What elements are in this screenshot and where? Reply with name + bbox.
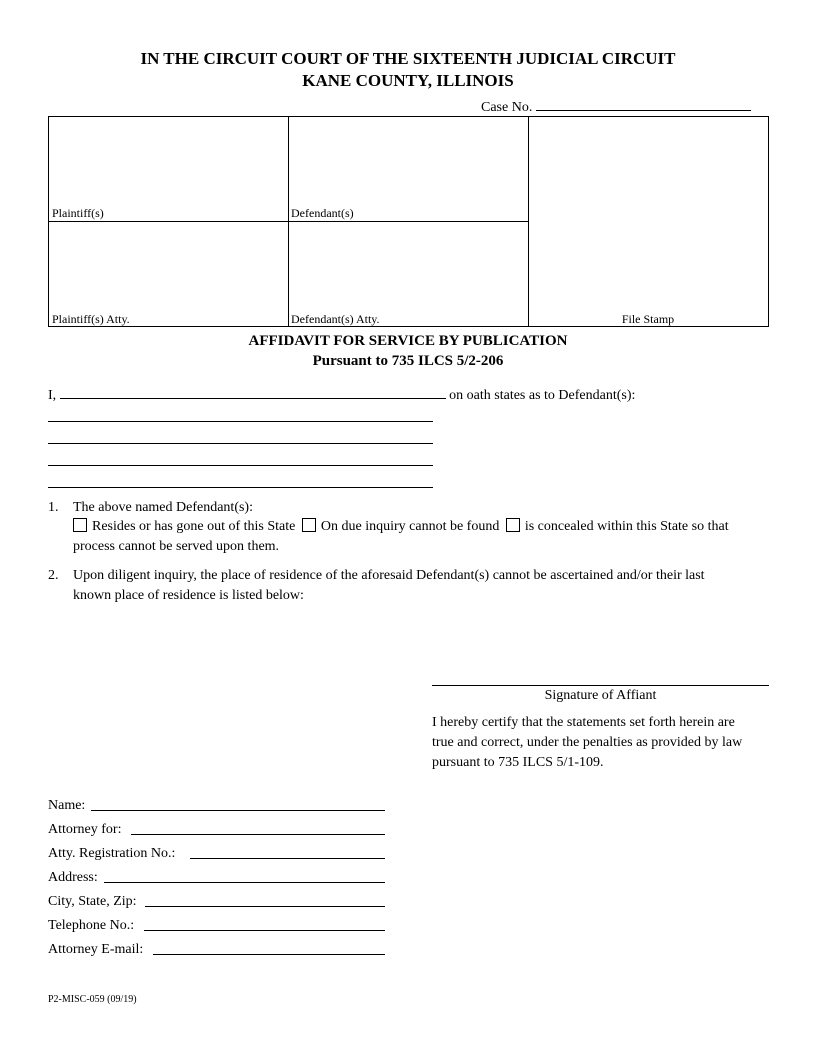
county-heading: KANE COUNTY, ILLINOIS [302,71,514,90]
address-field[interactable] [104,882,385,883]
cannot-be-found-label: On due inquiry cannot be found [320,519,500,534]
out-of-state-label: Resides or has gone out of this State [92,519,296,534]
plaintiff-cell[interactable] [48,116,289,222]
plaintiff-label: Plaintiff(s) [52,206,104,220]
form-title: AFFIDAVIT FOR SERVICE BY PUBLICATION [248,333,568,349]
defendant-name-line-4[interactable] [48,487,433,488]
defendant-name-line-2[interactable] [48,443,433,444]
attorney-for-field[interactable] [131,834,385,835]
telephone-label: Telephone No.: [48,918,135,933]
case-number-row [481,96,751,117]
city-state-zip-field[interactable] [145,906,385,907]
item-2-line-2: known place of residence is listed below: [73,588,304,603]
item-1-number: 1. [48,500,59,515]
atty-name-field[interactable] [91,810,385,811]
concealed-checkbox[interactable] [506,518,520,532]
attorney-for-label: Attorney for: [48,822,122,837]
telephone-field[interactable] [144,930,385,931]
case-number-label: Case No. [481,100,533,115]
certify-line-2: true and correct, under the penalties as provided by law [432,735,743,750]
email-field[interactable] [153,954,385,955]
item-2-line-1: Upon diligent inquiry, the place of residence of the aforesaid Defendant(s) cannot be ascertained and/or their last [73,568,705,583]
registration-field[interactable] [190,858,385,859]
form-subtitle: Pursuant to 735 ILCS 5/2-206 [312,353,504,369]
oath-row [48,384,635,405]
certify-line-1: I hereby certify that the statements set forth herein are [432,715,735,730]
plaintiff-atty-cell[interactable] [48,221,289,327]
item-2-number: 2. [48,568,59,583]
court-heading: IN THE CIRCUIT COURT OF THE SIXTEENTH JUDICIAL CIRCUIT [140,49,676,68]
atty-name-label: Name: [48,798,86,813]
caption-box [48,116,769,327]
defendant-label: Defendant(s) [291,206,354,220]
email-label: Attorney E-mail: [48,942,144,957]
case-number-field[interactable] [536,96,751,111]
defendant-atty-label: Defendant(s) Atty. [291,312,380,326]
oath-prefix: I, [48,388,57,403]
out-of-state-checkbox[interactable] [73,518,87,532]
signature-label: Signature of Affiant [544,688,657,703]
item-1-continuation: process cannot be served upon them. [73,539,280,554]
concealed-label: is concealed within this State so that [524,519,729,534]
defendant-name-line-1[interactable] [48,421,433,422]
city-state-zip-label: City, State, Zip: [48,894,137,909]
oath-suffix: on oath states as to Defendant(s): [449,388,636,403]
item-1-options [73,518,729,536]
defendant-cell[interactable] [288,116,529,222]
signature-line[interactable] [432,685,769,686]
form-id: P2-MISC-059 (09/19) [48,994,137,1005]
address-label: Address: [48,870,98,885]
cannot-be-found-checkbox[interactable] [302,518,316,532]
registration-label: Atty. Registration No.: [48,846,176,861]
affiant-name-field[interactable] [60,384,446,399]
defendant-atty-cell[interactable] [288,221,529,327]
item-1-text: The above named Defendant(s): [73,500,253,515]
certify-line-3: pursuant to 735 ILCS 5/1-109. [432,755,604,770]
file-stamp-cell [528,116,769,327]
file-stamp-label: File Stamp [621,312,675,326]
defendant-name-line-3[interactable] [48,465,433,466]
plaintiff-atty-label: Plaintiff(s) Atty. [52,312,130,326]
